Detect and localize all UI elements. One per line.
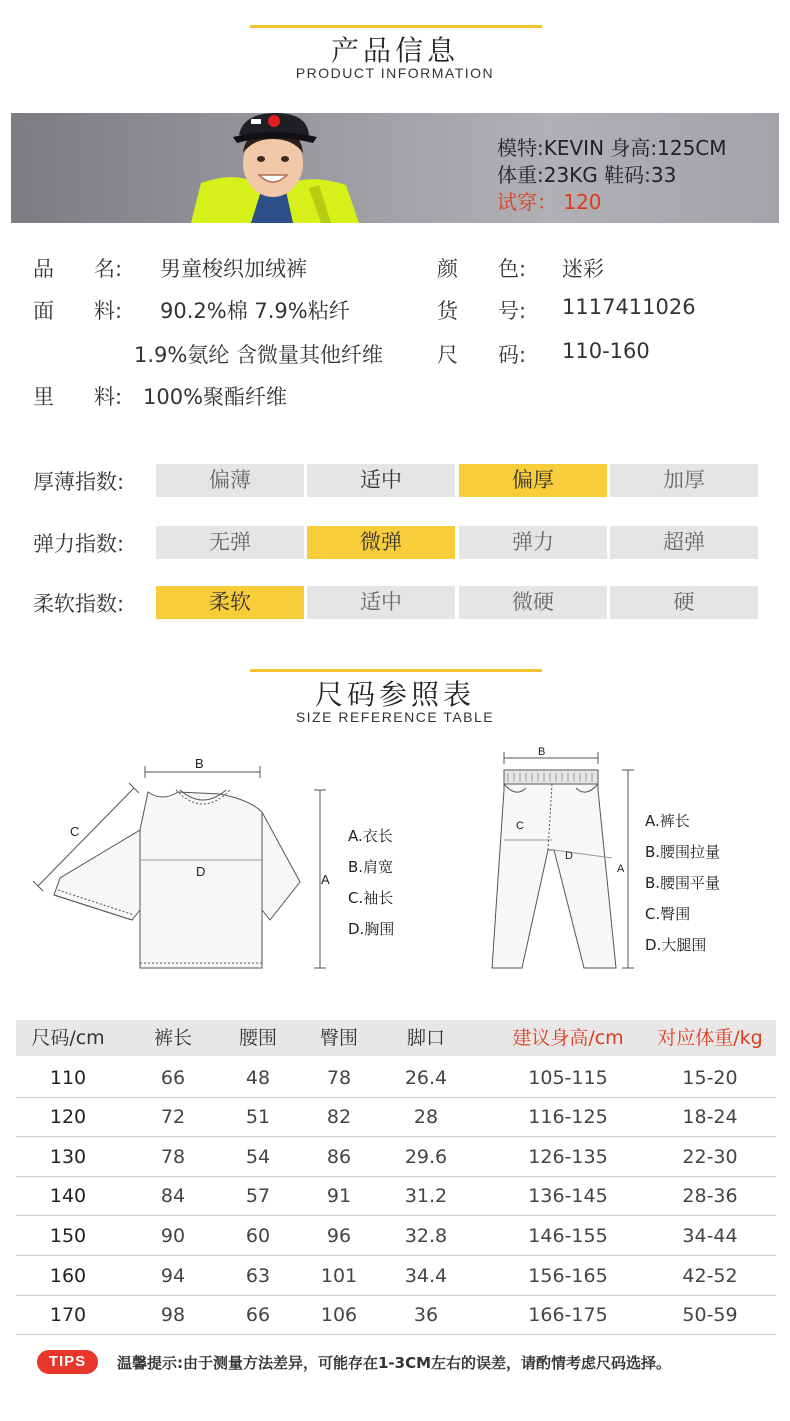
index-option: 柔软 (156, 586, 304, 619)
pants-diagram (486, 740, 636, 980)
shirt-mark-d: D (196, 864, 206, 879)
legend-item: A.衣长 (348, 827, 393, 845)
tips-text: 温馨提示:由于测量方法差异，可能存在1-3CM左右的误差，请酌情考虑尺码选择。 (117, 1354, 672, 1372)
index-option: 适中 (307, 586, 455, 619)
table-cell: 34-44 (682, 1225, 738, 1247)
product-lining-label: 里 料: (33, 385, 123, 409)
index-option: 微硬 (459, 586, 607, 619)
product-size-label: 尺 码: (437, 343, 527, 367)
table-header-cell: 腰围 (238, 1027, 277, 1049)
product-fabric-value-2: 1.9%氨纶 含微量其他纤维 (134, 343, 384, 367)
legend-item: B.腰围拉量 (645, 843, 721, 861)
pants-mark-b: B (538, 746, 546, 758)
index-option: 偏厚 (459, 464, 607, 497)
table-cell: 72 (160, 1106, 186, 1128)
table-cell: 78 (326, 1067, 352, 1089)
index-option: 微弹 (307, 526, 455, 559)
legend-item: C.臀围 (645, 905, 691, 923)
pants-mark-c: C (516, 820, 524, 832)
table-cell: 63 (245, 1265, 271, 1287)
table-cell: 126-135 (528, 1146, 608, 1168)
table-cell: 26.4 (404, 1067, 448, 1089)
table-row (16, 1137, 776, 1177)
shirt-mark-b: B (195, 756, 204, 771)
product-size-value: 110-160 (562, 339, 650, 363)
table-cell: 90 (160, 1225, 186, 1247)
shirt-mark-a: A (321, 872, 330, 887)
pants-mark-a: A (617, 863, 625, 875)
shirt-diagram (30, 750, 340, 980)
table-cell: 160 (49, 1265, 87, 1287)
table-cell: 110 (49, 1067, 87, 1089)
table-header-row (16, 1020, 776, 1056)
table-cell: 29.6 (404, 1146, 448, 1168)
index-option: 弹力 (459, 526, 607, 559)
legend-item: C.袖长 (348, 889, 394, 907)
section-title-cn: 尺码参照表 (314, 678, 475, 711)
table-cell: 32.8 (404, 1225, 448, 1247)
table-cell: 116-125 (528, 1106, 608, 1128)
table-cell: 50-59 (682, 1304, 738, 1326)
table-cell: 136-145 (528, 1185, 608, 1207)
table-cell: 130 (49, 1146, 87, 1168)
table-cell: 28 (413, 1106, 439, 1128)
tips-badge: TIPS (37, 1350, 98, 1374)
product-item-label: 货 号: (437, 299, 527, 323)
table-header-cell: 对应体重/kg (657, 1027, 763, 1049)
table-cell: 66 (160, 1067, 186, 1089)
table-cell: 170 (49, 1304, 87, 1326)
legend-item: D.胸围 (348, 920, 395, 938)
model-weight-shoe: 体重:23KG 鞋码:33 (497, 163, 677, 187)
table-cell: 86 (326, 1146, 352, 1168)
product-item-value: 1117411026 (562, 295, 696, 319)
table-row (16, 1176, 776, 1216)
section-title-en: PRODUCT INFORMATION (295, 65, 495, 81)
product-name-value: 男童梭织加绒裤 (160, 257, 307, 281)
table-cell: 15-20 (682, 1067, 738, 1089)
table-cell: 146-155 (528, 1225, 608, 1247)
index-option: 加厚 (610, 464, 758, 497)
table-header-cell: 尺码/cm (31, 1027, 105, 1049)
table-cell: 156-165 (528, 1265, 608, 1287)
model-banner (11, 113, 779, 223)
legend-item: A.裤长 (645, 812, 690, 830)
table-header-cell: 臀围 (319, 1027, 358, 1049)
index-option: 硬 (610, 586, 758, 619)
table-row (16, 1097, 776, 1137)
table-cell: 31.2 (404, 1185, 448, 1207)
product-name-label: 品 名: (33, 257, 123, 281)
pants-mark-d: D (565, 850, 573, 862)
shirt-mark-c: C (70, 824, 80, 839)
product-color-label: 颜 色: (437, 257, 527, 281)
model-info (497, 135, 777, 216)
legend-item: D.大腿围 (645, 936, 707, 954)
index-option: 适中 (307, 464, 455, 497)
index-label: 厚薄指数: (33, 470, 125, 494)
product-lining-value: 100%聚酯纤维 (143, 385, 288, 409)
table-cell: 82 (326, 1106, 352, 1128)
table-cell: 78 (160, 1146, 186, 1168)
model-trial-size: 试穿： 120 (497, 190, 602, 214)
section-title-cn: 产品信息 (330, 34, 459, 67)
table-cell: 150 (49, 1225, 87, 1247)
table-cell: 57 (245, 1185, 271, 1207)
table-cell: 120 (49, 1106, 87, 1128)
legend-item: B.肩宽 (348, 858, 394, 876)
table-cell: 18-24 (682, 1106, 738, 1128)
table-cell: 34.4 (404, 1265, 448, 1287)
product-fabric-label: 面 料: (33, 299, 123, 323)
product-color-value: 迷彩 (562, 257, 604, 281)
table-row (16, 1216, 776, 1256)
table-cell: 28-36 (682, 1185, 738, 1207)
table-cell: 91 (326, 1185, 352, 1207)
table-header-cell: 脚口 (406, 1027, 445, 1049)
index-label: 弹力指数: (33, 532, 125, 556)
table-cell: 42-52 (682, 1265, 738, 1287)
section-title-en: SIZE REFERENCE TABLE (295, 709, 495, 725)
table-row (16, 1295, 776, 1335)
pants-legend (645, 806, 720, 961)
header-accent-bar (250, 25, 542, 28)
table-cell: 51 (245, 1106, 271, 1128)
index-option: 超弹 (610, 526, 758, 559)
table-cell: 60 (245, 1225, 271, 1247)
table-header-cell: 裤长 (153, 1027, 192, 1049)
model-name-height: 模特:KEVIN 身高:125CM (497, 136, 727, 160)
shirt-legend (348, 821, 394, 945)
table-cell: 94 (160, 1265, 186, 1287)
legend-item: B.腰围平量 (645, 874, 721, 892)
table-row (16, 1058, 776, 1098)
table-cell: 101 (320, 1265, 358, 1287)
table-cell: 105-115 (528, 1067, 608, 1089)
table-cell: 140 (49, 1185, 87, 1207)
table-cell: 84 (160, 1185, 186, 1207)
product-fabric-value: 90.2%棉 7.9%粘纤 (160, 299, 350, 323)
table-cell: 48 (245, 1067, 271, 1089)
index-option: 偏薄 (156, 464, 304, 497)
model-photo (181, 113, 361, 223)
table-row (16, 1256, 776, 1296)
table-cell: 66 (245, 1304, 271, 1326)
table-cell: 106 (320, 1304, 358, 1326)
table-cell: 36 (413, 1304, 439, 1326)
table-cell: 22-30 (682, 1146, 738, 1168)
index-option: 无弹 (156, 526, 304, 559)
header-accent-bar (250, 669, 542, 672)
table-cell: 98 (160, 1304, 186, 1326)
index-label: 柔软指数: (33, 592, 125, 616)
table-cell: 96 (326, 1225, 352, 1247)
table-cell: 54 (245, 1146, 271, 1168)
table-header-cell: 建议身高/cm (512, 1027, 624, 1049)
table-cell: 166-175 (528, 1304, 608, 1326)
